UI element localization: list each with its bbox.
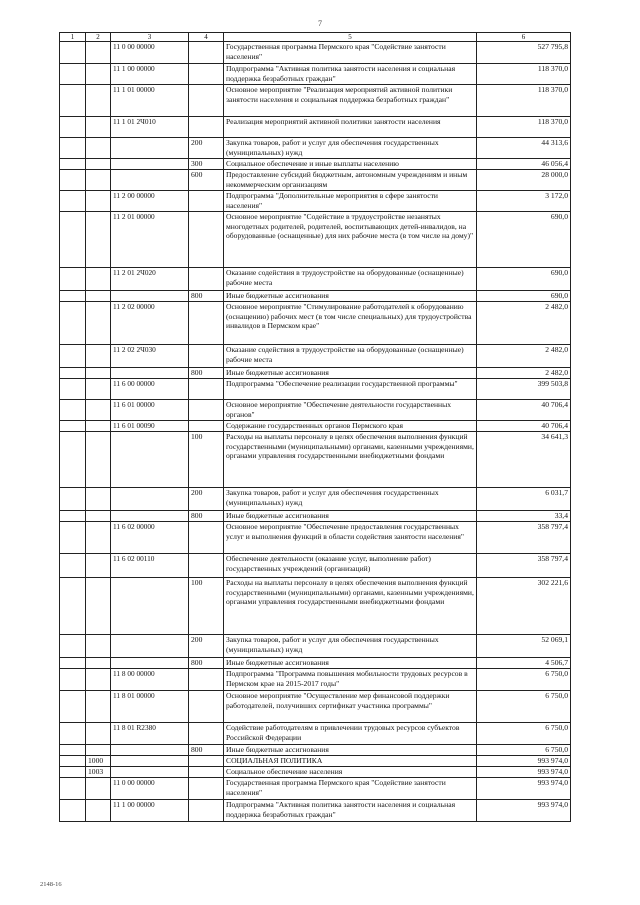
section-cell: [60, 291, 86, 302]
section-cell: [60, 85, 86, 117]
target-code-cell: [111, 432, 189, 488]
section-cell: [60, 191, 86, 212]
description-cell: Иные бюджетные ассигнования: [224, 511, 477, 522]
subsection-cell: [86, 117, 111, 138]
table-row: [60, 368, 571, 379]
subsection-cell: [86, 159, 111, 170]
subsection-cell: 1003: [86, 767, 111, 778]
expense-type-cell: [189, 767, 224, 778]
table-row: [60, 488, 571, 511]
description-cell: Подпрограмма "Обеспечение реализации государственной программы": [224, 379, 477, 400]
subsection-cell: [86, 635, 111, 658]
target-code-cell: [111, 368, 189, 379]
amount-cell: 3 172,0: [477, 191, 571, 212]
section-cell: [60, 400, 86, 421]
description-cell: Социальное обеспечение и иные выплаты населению: [224, 159, 477, 170]
amount-cell: 4 506,7: [477, 658, 571, 669]
target-code-cell: 11 8 01 00000: [111, 691, 189, 723]
amount-cell: 33,4: [477, 511, 571, 522]
table-row: [60, 138, 571, 159]
amount-cell: 6 031,7: [477, 488, 571, 511]
description-cell: Закупка товаров, работ и услуг для обеспечения государственных (муниципальных) нужд: [224, 488, 477, 511]
table-row: [60, 345, 571, 368]
target-code-cell: [111, 635, 189, 658]
expense-type-cell: 200: [189, 635, 224, 658]
description-cell: Государственная программа Пермского края "Содействие занятости населения": [224, 42, 477, 64]
section-cell: [60, 421, 86, 432]
expense-type-cell: [189, 345, 224, 368]
target-code-cell: [111, 767, 189, 778]
section-cell: [60, 767, 86, 778]
amount-cell: 118 370,0: [477, 85, 571, 117]
section-cell: [60, 669, 86, 691]
table-row: [60, 578, 571, 635]
expense-type-cell: 200: [189, 488, 224, 511]
amount-cell: 2 482,0: [477, 345, 571, 368]
subsection-cell: [86, 191, 111, 212]
table-row: [60, 432, 571, 488]
amount-cell: 993 974,0: [477, 800, 571, 822]
table-row: [60, 170, 571, 191]
target-code-cell: 11 8 00 00000: [111, 669, 189, 691]
target-code-cell: 11 8 01 R2380: [111, 723, 189, 745]
target-code-cell: 11 1 00 00000: [111, 64, 189, 85]
header-cell: 3: [111, 33, 189, 42]
amount-cell: 40 706,4: [477, 400, 571, 421]
target-code-cell: 11 6 02 00000: [111, 522, 189, 554]
expense-type-cell: [189, 117, 224, 138]
amount-cell: 118 370,0: [477, 64, 571, 85]
subsection-cell: [86, 379, 111, 400]
amount-cell: 44 313,6: [477, 138, 571, 159]
footer-code: 2148-16: [40, 881, 62, 888]
description-cell: Оказание содействия в трудоустройстве на оборудованные (оснащенные) рабочие места: [224, 268, 477, 291]
amount-cell: 28 000,0: [477, 170, 571, 191]
expense-type-cell: [189, 421, 224, 432]
subsection-cell: [86, 268, 111, 291]
section-cell: [60, 302, 86, 345]
expense-type-cell: 800: [189, 291, 224, 302]
table-row: [60, 554, 571, 578]
target-code-cell: [111, 511, 189, 522]
section-cell: [60, 745, 86, 756]
amount-cell: 690,0: [477, 212, 571, 268]
table-row: [60, 291, 571, 302]
amount-cell: 358 797,4: [477, 554, 571, 578]
expense-type-cell: [189, 379, 224, 400]
amount-cell: 358 797,4: [477, 522, 571, 554]
subsection-cell: [86, 522, 111, 554]
amount-cell: 6 750,0: [477, 669, 571, 691]
section-cell: [60, 379, 86, 400]
target-code-cell: 11 6 01 00090: [111, 421, 189, 432]
target-code-cell: 11 1 01 00000: [111, 85, 189, 117]
section-cell: [60, 42, 86, 64]
description-cell: Основное мероприятие "Содействие в трудоустройстве незанятых многодетных родителей, родителей, воспитывающих детей-инвалидов, на оборудованные (оснащенные) для них рабочие места (в том числе на дому)": [224, 212, 477, 268]
expense-type-cell: 800: [189, 511, 224, 522]
expense-type-cell: [189, 191, 224, 212]
target-code-cell: [111, 756, 189, 767]
expense-type-cell: 100: [189, 578, 224, 635]
description-cell: Государственная программа Пермского края "Содействие занятости населения": [224, 778, 477, 800]
header-cell: 1: [60, 33, 86, 42]
subsection-cell: [86, 800, 111, 822]
header-cell: 4: [189, 33, 224, 42]
header-row: [60, 33, 571, 42]
amount-cell: 690,0: [477, 268, 571, 291]
page-number: 7: [318, 19, 322, 28]
table-row: [60, 522, 571, 554]
table-row: [60, 691, 571, 723]
table-row: [60, 42, 571, 64]
description-cell: Основное мероприятие "Обеспечение предоставления государственных услуг и выполнения функций в области содействия занятости населения": [224, 522, 477, 554]
section-cell: [60, 170, 86, 191]
expense-type-cell: [189, 669, 224, 691]
table-row: [60, 421, 571, 432]
target-code-cell: [111, 138, 189, 159]
amount-cell: 6 750,0: [477, 745, 571, 756]
expense-type-cell: [189, 212, 224, 268]
subsection-cell: [86, 42, 111, 64]
section-cell: [60, 511, 86, 522]
table-row: [60, 658, 571, 669]
expense-type-cell: 200: [189, 138, 224, 159]
budget-table: [59, 32, 571, 822]
subsection-cell: 1000: [86, 756, 111, 767]
target-code-cell: 11 2 00 00000: [111, 191, 189, 212]
section-cell: [60, 522, 86, 554]
description-cell: Подпрограмма "Дополнительные мероприятия в сфере занятости населения": [224, 191, 477, 212]
target-code-cell: [111, 578, 189, 635]
target-code-cell: [111, 658, 189, 669]
description-cell: Иные бюджетные ассигнования: [224, 368, 477, 379]
subsection-cell: [86, 421, 111, 432]
expense-type-cell: 600: [189, 170, 224, 191]
subsection-cell: [86, 400, 111, 421]
description-cell: Социальное обеспечение населения: [224, 767, 477, 778]
section-cell: [60, 117, 86, 138]
table-row: [60, 400, 571, 421]
subsection-cell: [86, 368, 111, 379]
table-row: [60, 191, 571, 212]
target-code-cell: 11 2 01 00000: [111, 212, 189, 268]
description-cell: Подпрограмма "Активная политика занятости населения и социальная поддержка безработных граждан": [224, 800, 477, 822]
header-cell: 5: [224, 33, 477, 42]
amount-cell: 40 706,4: [477, 421, 571, 432]
target-code-cell: 11 1 01 2Ч010: [111, 117, 189, 138]
table-row: [60, 635, 571, 658]
description-cell: Реализация мероприятий активной политики занятости населения: [224, 117, 477, 138]
table-row: [60, 379, 571, 400]
target-code-cell: [111, 745, 189, 756]
description-cell: Основное мероприятие "Стимулирование работодателей к оборудованию (оснащению) рабочих мест (в том числе специальных) для трудоустройства инвалидов в Пермском крае": [224, 302, 477, 345]
subsection-cell: [86, 778, 111, 800]
subsection-cell: [86, 488, 111, 511]
table-row: [60, 767, 571, 778]
amount-cell: 2 482,0: [477, 302, 571, 345]
description-cell: Расходы на выплаты персоналу в целях обеспечения выполнения функций государственными (муниципальными) органами, казенными учреждениями, органами управления государственными внебюджетными фондами: [224, 578, 477, 635]
description-cell: Подпрограмма "Активная политика занятости населения и социальная поддержка безработных граждан": [224, 64, 477, 85]
description-cell: Содействие работодателям в привлечении трудовых ресурсов субъектов Российской Федерации: [224, 723, 477, 745]
subsection-cell: [86, 85, 111, 117]
expense-type-cell: [189, 522, 224, 554]
amount-cell: 52 069,1: [477, 635, 571, 658]
section-cell: [60, 64, 86, 85]
subsection-cell: [86, 64, 111, 85]
section-cell: [60, 691, 86, 723]
subsection-cell: [86, 170, 111, 191]
section-cell: [60, 635, 86, 658]
description-cell: СОЦИАЛЬНАЯ ПОЛИТИКА: [224, 756, 477, 767]
target-code-cell: 11 6 00 00000: [111, 379, 189, 400]
target-code-cell: 11 0 00 00000: [111, 42, 189, 64]
expense-type-cell: [189, 302, 224, 345]
table-row: [60, 212, 571, 268]
subsection-cell: [86, 291, 111, 302]
description-cell: Обеспечение деятельности (оказание услуг, выполнение работ) государственных учреждений (организаций): [224, 554, 477, 578]
table-row: [60, 800, 571, 822]
expense-type-cell: [189, 85, 224, 117]
target-code-cell: [111, 170, 189, 191]
section-cell: [60, 488, 86, 511]
amount-cell: 302 221,6: [477, 578, 571, 635]
target-code-cell: 11 2 01 2Ч020: [111, 268, 189, 291]
subsection-cell: [86, 578, 111, 635]
target-code-cell: 11 2 02 00000: [111, 302, 189, 345]
table-row: [60, 85, 571, 117]
section-cell: [60, 658, 86, 669]
table-row: [60, 511, 571, 522]
description-cell: Содержание государственных органов Пермского края: [224, 421, 477, 432]
section-cell: [60, 578, 86, 635]
section-cell: [60, 345, 86, 368]
section-cell: [60, 432, 86, 488]
section-cell: [60, 554, 86, 578]
description-cell: Закупка товаров, работ и услуг для обеспечения государственных (муниципальных) нужд: [224, 138, 477, 159]
table-row: [60, 669, 571, 691]
subsection-cell: [86, 345, 111, 368]
target-code-cell: 11 6 02 00110: [111, 554, 189, 578]
amount-cell: 993 974,0: [477, 756, 571, 767]
table-row: [60, 723, 571, 745]
subsection-cell: [86, 669, 111, 691]
table-row: [60, 117, 571, 138]
header-cell: 2: [86, 33, 111, 42]
expense-type-cell: [189, 268, 224, 291]
section-cell: [60, 800, 86, 822]
table-row: [60, 745, 571, 756]
expense-type-cell: 800: [189, 658, 224, 669]
description-cell: Иные бюджетные ассигнования: [224, 291, 477, 302]
subsection-cell: [86, 745, 111, 756]
amount-cell: 993 974,0: [477, 778, 571, 800]
expense-type-cell: [189, 400, 224, 421]
description-cell: Закупка товаров, работ и услуг для обеспечения государственных (муниципальных) нужд: [224, 635, 477, 658]
description-cell: Подпрограмма "Программа повышения мобильности трудовых ресурсов в Пермском крае на 2015-2017 годы": [224, 669, 477, 691]
description-cell: Иные бюджетные ассигнования: [224, 745, 477, 756]
amount-cell: 6 750,0: [477, 691, 571, 723]
expense-type-cell: 300: [189, 159, 224, 170]
header-cell: 6: [477, 33, 571, 42]
section-cell: [60, 138, 86, 159]
subsection-cell: [86, 554, 111, 578]
expense-type-cell: [189, 554, 224, 578]
expense-type-cell: [189, 800, 224, 822]
expense-type-cell: 100: [189, 432, 224, 488]
expense-type-cell: [189, 42, 224, 64]
section-cell: [60, 268, 86, 291]
section-cell: [60, 723, 86, 745]
target-code-cell: [111, 488, 189, 511]
description-cell: Оказание содействия в трудоустройстве на оборудованные (оснащенные) рабочие места: [224, 345, 477, 368]
table-row: [60, 64, 571, 85]
table-row: [60, 778, 571, 800]
description-cell: Основное мероприятие "Осуществление мер финансовой поддержки работодателей, получивших сертификат участника программы": [224, 691, 477, 723]
amount-cell: 34 641,3: [477, 432, 571, 488]
section-cell: [60, 159, 86, 170]
subsection-cell: [86, 658, 111, 669]
expense-type-cell: [189, 756, 224, 767]
amount-cell: 690,0: [477, 291, 571, 302]
amount-cell: 118 370,0: [477, 117, 571, 138]
subsection-cell: [86, 432, 111, 488]
target-code-cell: [111, 291, 189, 302]
subsection-cell: [86, 212, 111, 268]
table-row: [60, 268, 571, 291]
amount-cell: 993 974,0: [477, 767, 571, 778]
target-code-cell: 11 6 01 00000: [111, 400, 189, 421]
subsection-cell: [86, 511, 111, 522]
expense-type-cell: [189, 723, 224, 745]
section-cell: [60, 756, 86, 767]
subsection-cell: [86, 691, 111, 723]
expense-type-cell: 800: [189, 745, 224, 756]
description-cell: Иные бюджетные ассигнования: [224, 658, 477, 669]
expense-type-cell: [189, 691, 224, 723]
amount-cell: 399 503,8: [477, 379, 571, 400]
amount-cell: 46 056,4: [477, 159, 571, 170]
description-cell: Основное мероприятие "Обеспечение деятельности государственных органов": [224, 400, 477, 421]
target-code-cell: 11 2 02 2Ч030: [111, 345, 189, 368]
section-cell: [60, 212, 86, 268]
section-cell: [60, 368, 86, 379]
description-cell: Основное мероприятие "Реализация мероприятий активной политики занятости населения и социальная поддержка безработных граждан": [224, 85, 477, 117]
target-code-cell: 11 0 00 00000: [111, 778, 189, 800]
section-cell: [60, 778, 86, 800]
amount-cell: 6 750,0: [477, 723, 571, 745]
amount-cell: 527 795,8: [477, 42, 571, 64]
description-cell: Расходы на выплаты персоналу в целях обеспечения выполнения функций государственными (муниципальными) органами, казенными учреждениями, органами управления государственными внебюджетными фондами: [224, 432, 477, 488]
table-row: [60, 756, 571, 767]
table-row: [60, 302, 571, 345]
target-code-cell: 11 1 00 00000: [111, 800, 189, 822]
table-row: [60, 159, 571, 170]
target-code-cell: [111, 159, 189, 170]
expense-type-cell: [189, 778, 224, 800]
subsection-cell: [86, 302, 111, 345]
amount-cell: 2 482,0: [477, 368, 571, 379]
expense-type-cell: [189, 64, 224, 85]
expense-type-cell: 800: [189, 368, 224, 379]
subsection-cell: [86, 138, 111, 159]
subsection-cell: [86, 723, 111, 745]
description-cell: Предоставление субсидий бюджетным, автономным учреждениям и иным некоммерческим организациям: [224, 170, 477, 191]
